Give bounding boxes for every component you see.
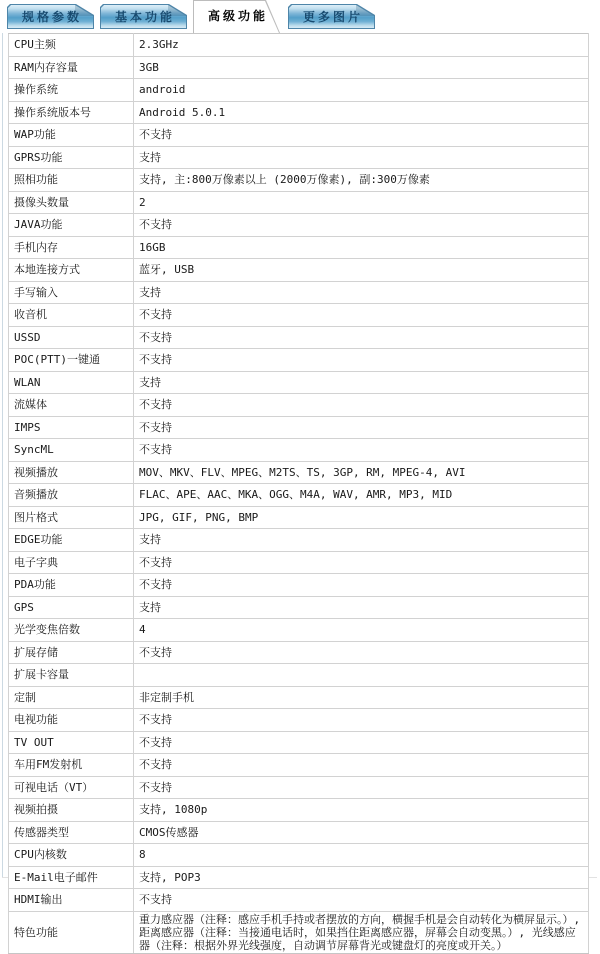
spec-label: SyncML — [9, 439, 134, 462]
spec-row — [9, 56, 589, 79]
spec-row — [9, 169, 589, 192]
spec-value: 不支持 — [134, 214, 589, 237]
spec-label: 手写输入 — [9, 281, 134, 304]
spec-value: 不支持 — [134, 731, 589, 754]
spec-label: GPRS功能 — [9, 146, 134, 169]
spec-row — [9, 574, 589, 597]
spec-value: 不支持 — [134, 889, 589, 912]
spec-row — [9, 619, 589, 642]
spec-row — [9, 799, 589, 822]
spec-label: 传感器类型 — [9, 821, 134, 844]
spec-row — [9, 394, 589, 417]
spec-value: 不支持 — [134, 574, 589, 597]
spec-label: 手机内存 — [9, 236, 134, 259]
spec-label: 视频播放 — [9, 461, 134, 484]
spec-value: 不支持 — [134, 394, 589, 417]
spec-label: RAM内存容量 — [9, 56, 134, 79]
spec-row — [9, 191, 589, 214]
tab-4[interactable] — [288, 4, 375, 29]
spec-row — [9, 709, 589, 732]
spec-row — [9, 529, 589, 552]
spec-value: 8 — [134, 844, 589, 867]
spec-value — [134, 664, 589, 687]
spec-row — [9, 731, 589, 754]
spec-value: 支持 — [134, 529, 589, 552]
spec-label: 扩展存储 — [9, 641, 134, 664]
tab-label: 更多图片 — [302, 10, 363, 24]
spec-value: 不支持 — [134, 754, 589, 777]
spec-label: GPS — [9, 596, 134, 619]
spec-value: 3GB — [134, 56, 589, 79]
spec-row — [9, 79, 589, 102]
spec-row — [9, 236, 589, 259]
spec-row — [9, 461, 589, 484]
spec-row — [9, 686, 589, 709]
spec-label: CPU内核数 — [9, 844, 134, 867]
spec-value: 不支持 — [134, 641, 589, 664]
spec-label: PDA功能 — [9, 574, 134, 597]
spec-row — [9, 326, 589, 349]
spec-label: HDMI输出 — [9, 889, 134, 912]
spec-row — [9, 889, 589, 912]
spec-value: 不支持 — [134, 551, 589, 574]
spec-row — [9, 664, 589, 687]
spec-label: 定制 — [9, 686, 134, 709]
spec-label: JAVA功能 — [9, 214, 134, 237]
spec-label: IMPS — [9, 416, 134, 439]
spec-label: 音频播放 — [9, 484, 134, 507]
spec-label: 扩展卡容量 — [9, 664, 134, 687]
spec-row — [9, 484, 589, 507]
spec-value: 支持 — [134, 596, 589, 619]
spec-value: 支持, 主:800万像素以上 (2000万像素), 副:300万像素 — [134, 169, 589, 192]
spec-value: CMOS传感器 — [134, 821, 589, 844]
spec-label: 视频拍摄 — [9, 799, 134, 822]
spec-label: 收音机 — [9, 304, 134, 327]
spec-row — [9, 124, 589, 147]
spec-row — [9, 866, 589, 889]
spec-label: 光学变焦倍数 — [9, 619, 134, 642]
spec-label: TV OUT — [9, 731, 134, 754]
spec-row — [9, 754, 589, 777]
spec-label: 可视电话（VT） — [9, 776, 134, 799]
spec-value: 非定制手机 — [134, 686, 589, 709]
spec-value: 支持 — [134, 146, 589, 169]
spec-label: POC(PTT)一键通 — [9, 349, 134, 372]
spec-row — [9, 259, 589, 282]
tab-3-active[interactable] — [193, 0, 280, 33]
spec-row — [9, 34, 589, 57]
panel-left-border — [2, 33, 3, 877]
spec-label: E-Mail电子邮件 — [9, 866, 134, 889]
spec-label: 电视功能 — [9, 709, 134, 732]
tab-bar — [0, 0, 600, 33]
spec-value: 支持 — [134, 371, 589, 394]
spec-label: 操作系统版本号 — [9, 101, 134, 124]
spec-row — [9, 821, 589, 844]
spec-value: FLAC、APE、AAC、MKA、OGG、M4A, WAV, AMR, MP3, MID — [134, 484, 589, 507]
spec-label: 摄像头数量 — [9, 191, 134, 214]
spec-value: 不支持 — [134, 124, 589, 147]
spec-row — [9, 101, 589, 124]
spec-row — [9, 371, 589, 394]
spec-row — [9, 596, 589, 619]
tab-1[interactable] — [7, 4, 94, 29]
spec-table-body — [9, 34, 589, 954]
spec-label: 电子字典 — [9, 551, 134, 574]
tab-label: 基本功能 — [114, 10, 175, 24]
spec-value: 支持, 1080p — [134, 799, 589, 822]
spec-row — [9, 911, 589, 953]
spec-row — [9, 439, 589, 462]
spec-value: 不支持 — [134, 439, 589, 462]
spec-value: 不支持 — [134, 416, 589, 439]
spec-label: CPU主频 — [9, 34, 134, 57]
spec-value: 2.3GHz — [134, 34, 589, 57]
spec-label: 车用FM发射机 — [9, 754, 134, 777]
spec-value: MOV、MKV、FLV、MPEG、M2TS、TS, 3GP, RM, MPEG-4, AVI — [134, 461, 589, 484]
spec-row — [9, 281, 589, 304]
spec-row — [9, 214, 589, 237]
spec-label: 操作系统 — [9, 79, 134, 102]
spec-label: 照相功能 — [9, 169, 134, 192]
spec-value: 不支持 — [134, 709, 589, 732]
spec-value: JPG, GIF, PNG, BMP — [134, 506, 589, 529]
spec-value: 不支持 — [134, 326, 589, 349]
spec-value: 支持 — [134, 281, 589, 304]
spec-label: 图片格式 — [9, 506, 134, 529]
spec-value: Android 5.0.1 — [134, 101, 589, 124]
spec-value: 蓝牙, USB — [134, 259, 589, 282]
spec-label: WAP功能 — [9, 124, 134, 147]
spec-value: 不支持 — [134, 304, 589, 327]
spec-row — [9, 304, 589, 327]
spec-value: 4 — [134, 619, 589, 642]
spec-row — [9, 641, 589, 664]
spec-label: EDGE功能 — [9, 529, 134, 552]
tab-label: 规格参数 — [21, 10, 82, 24]
spec-row — [9, 844, 589, 867]
spec-value: 重力感应器（注释：感应手机手持或者摆放的方向，横握手机是会自动转化为横屏显示。）, 距离感应器（注释：当接通电话时，如果挡住距离感应器，屏幕会自动变黑。）, 光线感应器（注释：根据外界光线强度，自动调节屏幕背光或键盘灯的亮度或开关。） — [134, 911, 589, 953]
spec-row — [9, 146, 589, 169]
tab-2[interactable] — [100, 4, 187, 29]
spec-value: 2 — [134, 191, 589, 214]
spec-row — [9, 416, 589, 439]
spec-table — [8, 33, 589, 954]
spec-value: 不支持 — [134, 349, 589, 372]
spec-label: 流媒体 — [9, 394, 134, 417]
spec-value: 支持, POP3 — [134, 866, 589, 889]
spec-row — [9, 551, 589, 574]
spec-row — [9, 349, 589, 372]
spec-label: 特色功能 — [9, 911, 134, 953]
spec-value: android — [134, 79, 589, 102]
spec-label: WLAN — [9, 371, 134, 394]
tab-label: 高级功能 — [207, 8, 268, 23]
spec-row — [9, 776, 589, 799]
spec-value: 不支持 — [134, 776, 589, 799]
spec-label: 本地连接方式 — [9, 259, 134, 282]
spec-label: USSD — [9, 326, 134, 349]
spec-row — [9, 506, 589, 529]
spec-value: 16GB — [134, 236, 589, 259]
